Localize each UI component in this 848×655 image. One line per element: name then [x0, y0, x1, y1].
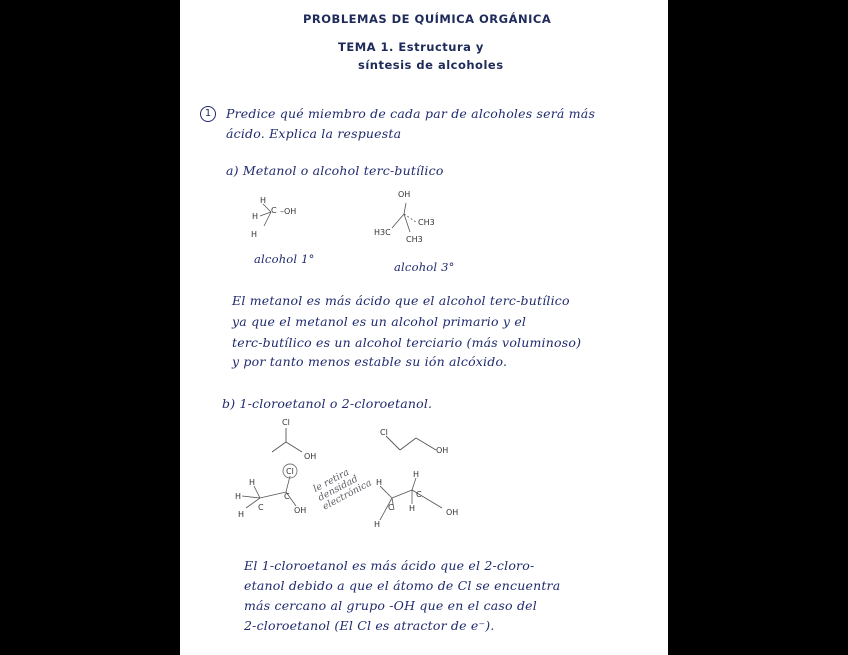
- methanol-h-top: H: [260, 196, 267, 205]
- struct4-h3: H: [374, 520, 381, 529]
- struct3-h2: H: [235, 492, 242, 501]
- label-primary-alcohol: alcohol 1°: [254, 252, 315, 266]
- tbutanol-ch3-bottom: CH3: [406, 235, 423, 244]
- struct3-cl: Cl: [286, 467, 294, 476]
- part-a-answer-line-2: ya que el metanol es un alcohol primario y el: [232, 314, 527, 329]
- part-b-answer-line-4: 2-cloroetanol (El Cl es atractor de e⁻).: [244, 618, 495, 633]
- label-tertiary-alcohol: alcohol 3°: [394, 260, 455, 274]
- problem-statement-line-1: Predice qué miembro de cada par de alcoholes será más: [226, 106, 596, 121]
- electron-withdrawal-annotation: le retira densidad electrónica: [311, 466, 374, 513]
- methanol-c: C: [271, 206, 277, 215]
- struct3-h1: H: [249, 478, 256, 487]
- struct3-oh: OH: [294, 506, 307, 515]
- page-title: PROBLEMAS DE QUÍMICA ORGÁNICA: [303, 12, 552, 26]
- tbutanol-oh: OH: [398, 190, 411, 199]
- struct4-oh: OH: [446, 508, 459, 517]
- problem-statement-line-2: ácido. Explica la respuesta: [226, 126, 402, 141]
- part-b-answer-line-3: más cercano al grupo -OH que en el caso del: [244, 598, 537, 613]
- methanol-h-left: H: [252, 212, 259, 221]
- topic-subtitle: síntesis de alcoholes: [358, 58, 504, 72]
- struct4-h1: H: [376, 478, 383, 487]
- topic-title: TEMA 1. Estructura y: [338, 40, 484, 54]
- struct2-cl: Cl: [380, 428, 388, 437]
- part-a-answer-line-3: terc-butílico es un alcohol terciario (más voluminoso): [232, 335, 582, 350]
- part-a-answer-line-1: El metanol es más ácido que el alcohol terc-butílico: [232, 293, 570, 308]
- struct4-h2: H: [413, 470, 420, 479]
- struct4-c2: C: [416, 490, 422, 499]
- methanol-oh: –OH: [280, 207, 297, 216]
- part-b-answer-line-1: El 1-cloroetanol es más ácido que el 2-cloro-: [244, 558, 535, 573]
- struct4-c1: C: [388, 503, 394, 512]
- struct1-oh: OH: [304, 452, 317, 461]
- part-a-answer-line-4: y por tanto menos estable su ión alcóxido.: [232, 354, 508, 369]
- struct1-cl: Cl: [282, 418, 290, 427]
- struct2-oh: OH: [436, 446, 449, 455]
- problem-number: 1: [200, 106, 216, 122]
- tbutanol-h3c: H3C: [374, 228, 391, 237]
- part-a-heading: a) Metanol o alcohol terc-butílico: [226, 163, 444, 178]
- struct4-h4: H: [409, 504, 416, 513]
- methanol-h-bottom: H: [251, 230, 258, 239]
- part-b-heading: b) 1-cloroetanol o 2-cloroetanol.: [222, 396, 433, 411]
- struct3-c2: C: [284, 492, 290, 501]
- part-b-answer-line-2: etanol debido a que el átomo de Cl se encuentra: [244, 578, 561, 593]
- tbutanol-ch3-right: CH3: [418, 218, 435, 227]
- struct3-c1: C: [258, 503, 264, 512]
- notebook-page: [180, 0, 668, 655]
- struct3-h3: H: [238, 510, 245, 519]
